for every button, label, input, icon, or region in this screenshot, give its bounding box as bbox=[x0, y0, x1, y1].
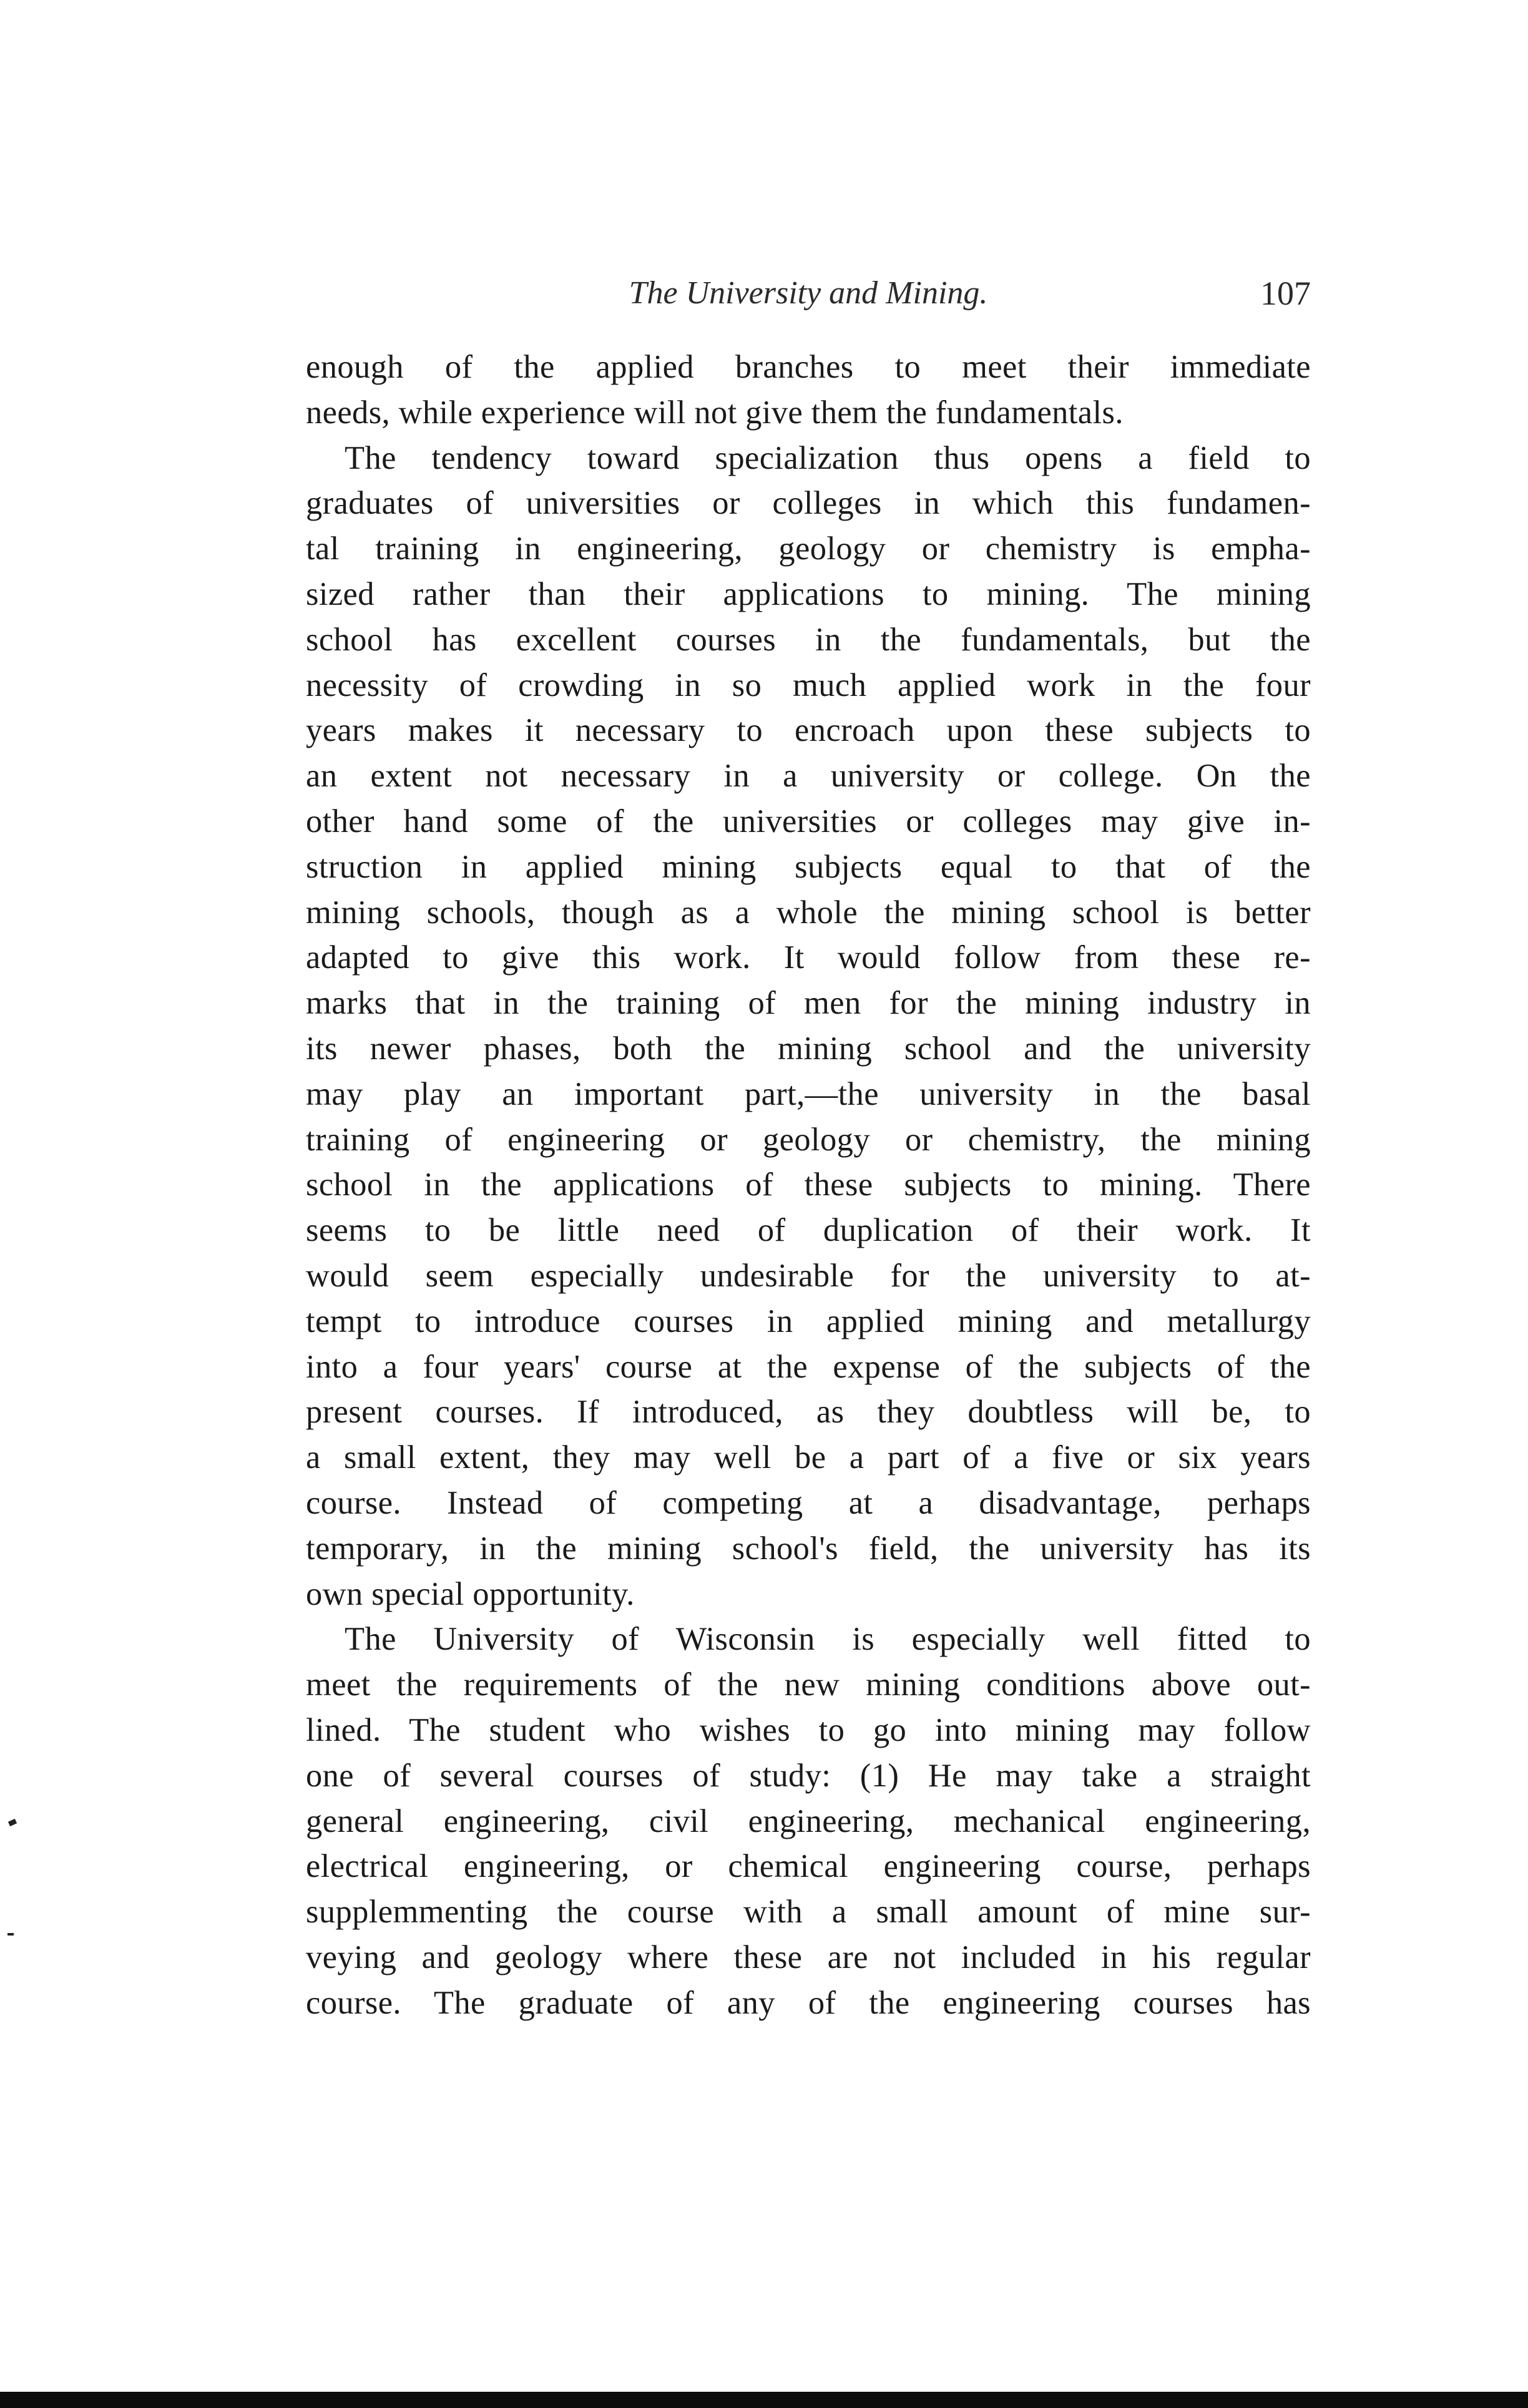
text-line: marks that in the training of men for the mining industry in bbox=[306, 985, 1311, 1022]
text-line: tempt to introduce courses in applied mining and metallurgy bbox=[306, 1303, 1311, 1339]
text-line: sized rather than their applications to mining. The mining bbox=[306, 575, 1311, 612]
text-line: veying and geology where these are not included in his regular bbox=[306, 1939, 1311, 1975]
text-line: own special opportunity. bbox=[306, 1575, 635, 1612]
text-line: other hand some of the universities or colleges may give in- bbox=[306, 803, 1311, 839]
text-line: tal training in engineering, geology or chemistry is empha- bbox=[306, 531, 1311, 567]
body-text bbox=[306, 345, 1311, 2025]
text-line: may play an important part,—the university in the basal bbox=[306, 1075, 1311, 1112]
text-line: seems to be little need of duplication of their work. It bbox=[306, 1212, 1311, 1249]
page-number: 107 bbox=[1260, 275, 1311, 312]
text-line: one of several courses of study: (1) He may take a straight bbox=[306, 1757, 1311, 1794]
running-title: The University and Mining. bbox=[629, 275, 988, 311]
text-line: its newer phases, both the mining school and the university bbox=[306, 1030, 1311, 1067]
text-line: course. Instead of competing at a disadvantage, perhaps bbox=[306, 1484, 1311, 1521]
text-line: mining schools, though as a whole the mining school is better bbox=[306, 894, 1311, 931]
text-line: needs, while experience will not give them the fundamentals. bbox=[306, 394, 1124, 431]
text-line: electrical engineering, or chemical engineering course, perhaps bbox=[306, 1848, 1311, 1885]
margin-mark bbox=[8, 1819, 17, 1826]
text-line: supplemmenting the course with a small amount of mine sur- bbox=[306, 1894, 1311, 1931]
text-line: struction in applied mining subjects equal to that of the bbox=[306, 848, 1311, 885]
text-line: graduates of universities or colleges in which this fundamen- bbox=[306, 485, 1311, 522]
paragraph-first-line: The tendency toward specialization thus opens a field to bbox=[345, 439, 1311, 476]
text-line: adapted to give this work. It would follow from these re- bbox=[306, 939, 1311, 976]
text-line: meet the requirements of the new mining conditions above out- bbox=[306, 1667, 1311, 1703]
text-line: general engineering, civil engineering, mechanical engineering, bbox=[306, 1803, 1311, 1839]
text-line: course. The graduate of any of the engineering courses has bbox=[306, 1984, 1311, 2021]
text-line: lined. The student who wishes to go into mining may follow bbox=[306, 1711, 1311, 1748]
text-line: an extent not necessary in a university or college. On the bbox=[306, 758, 1311, 795]
text-line: a small extent, they may well be a part of a five or six years bbox=[306, 1439, 1311, 1476]
text-line: training of engineering or geology or chemistry, the mining bbox=[306, 1121, 1311, 1158]
running-head bbox=[306, 268, 1311, 318]
text-line: enough of the applied branches to meet their immediate bbox=[306, 349, 1311, 385]
text-line: necessity of crowding in so much applied work in the four bbox=[306, 667, 1311, 703]
text-line: present courses. If introduced, as they doubtless will be, to bbox=[306, 1394, 1311, 1431]
scan-edge-bar bbox=[0, 2392, 1528, 2408]
text-line: school has excellent courses in the fundamentals, but the bbox=[306, 621, 1311, 658]
margin-mark bbox=[7, 1933, 14, 1936]
paragraph-first-line: The University of Wisconsin is especially well fitted to bbox=[345, 1621, 1311, 1658]
text-line: into a four years' course at the expense of the subjects of the bbox=[306, 1348, 1311, 1385]
text-line: would seem especially undesirable for the university to at- bbox=[306, 1257, 1311, 1294]
text-line: school in the applications of these subjects to mining. There bbox=[306, 1167, 1311, 1203]
text-line: years makes it necessary to encroach upon these subjects to bbox=[306, 712, 1311, 749]
text-line: temporary, in the mining school's field, the university has its bbox=[306, 1530, 1311, 1567]
